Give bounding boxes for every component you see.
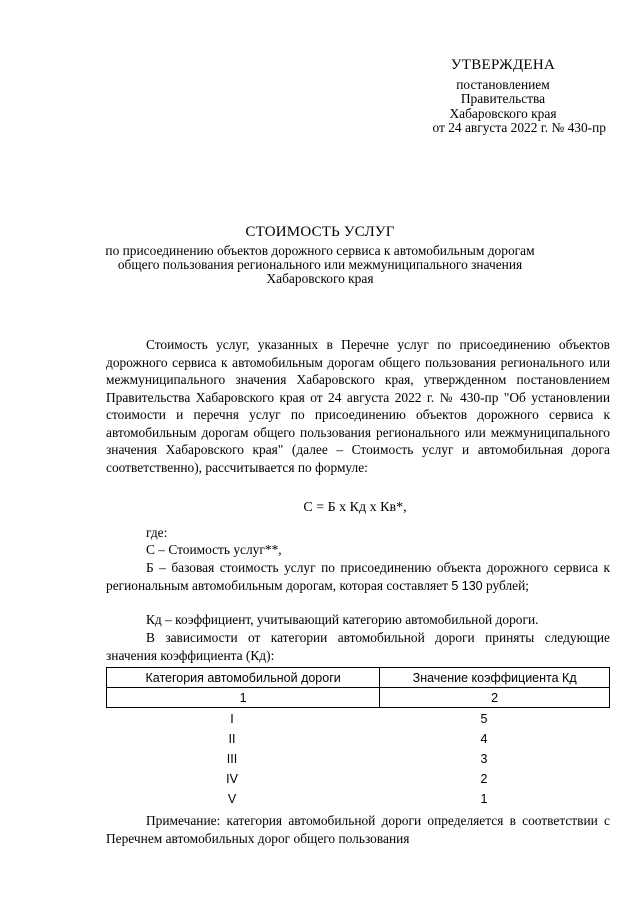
table-column-number: 2: [380, 688, 610, 708]
table-column-numbers-row: [107, 688, 610, 708]
where-label: где:: [146, 525, 168, 540]
table-row: [106, 729, 610, 749]
document-subtitle: [0, 244, 640, 286]
cost-formula: С = Б х Кд х Кв*,: [303, 500, 407, 515]
category-rows: [106, 709, 610, 809]
approval-line-3: Хабаровского края: [449, 105, 557, 121]
coefficient-intro: В зависимости от категории автомобильной дороги приняты следующие значения коэффициента (Кд):: [106, 630, 610, 663]
coefficient-table: [106, 667, 610, 708]
coefficient-value: 2: [480, 772, 488, 786]
table-header-category: Категория автомобильной дороги: [107, 668, 380, 688]
subtitle-line-3: Хабаровского края: [266, 271, 374, 286]
approval-line-1: постановлением: [456, 76, 550, 92]
table-header-row: [107, 668, 610, 688]
subtitle-line-2: общего пользования регионального или межмуниципального значения: [117, 257, 523, 272]
definition-b: [106, 559, 610, 595]
table-row: [106, 749, 610, 769]
table-row: [106, 769, 610, 789]
road-category: III: [226, 752, 238, 766]
definition-b-text: Б – базовая стоимость услуг по присоединению объекта дорожного сервиса к региональным автомобильным дорогам, которая составляет: [106, 560, 610, 593]
road-category: IV: [226, 772, 238, 786]
table-header-value: Значение коэффициента Кд: [380, 668, 610, 688]
approval-line-2: Правительства: [460, 91, 546, 106]
approval-block: [398, 58, 608, 136]
definition-c: С – Стоимость услуг**,: [146, 542, 282, 557]
main-paragraph: Стоимость услуг, указанных в Перечне услуг по присоединению объектов дорожного сервиса к автомобильным дорогам общего пользования регионального или межмуниципального значения Хабаровского края, утвержденном постановлением Правительства Хабаровского края от 24 августа 2022 г. № 430-пр "Об установлении стоимости и перечня услуг по присоединению объектов дорожного сервиса к автомобильным дорогам общего пользования регионального или межмуниципального значения Хабаровского края" (далее – Стоимость услуг и автомобильная дорога соответственно), рассчитывается по формуле:: [106, 337, 610, 475]
coefficient-value: 4: [480, 732, 488, 746]
table-row: [106, 789, 610, 809]
subtitle-line-1: по присоединению объектов дорожного сервиса к автомобильным дорогам: [105, 243, 535, 258]
table-column-number: 1: [107, 688, 380, 708]
note-paragraph: Примечание: категория автомобильной дороги определяется в соответствии с Перечнем автомобильных дорог общего пользования: [106, 813, 610, 846]
coefficient-value: 5: [480, 712, 488, 726]
approval-decree-date: от 24 августа 2022 г. № 430-пр: [432, 120, 606, 135]
definition-kd: Кд – коэффициент, учитывающий категорию автомобильной дороги.: [146, 612, 539, 627]
document-title: СТОИМОСТЬ УСЛУГ: [245, 224, 395, 240]
base-cost-amount: 5 130: [451, 578, 483, 593]
table-row: [106, 709, 610, 729]
base-cost-unit: рублей;: [485, 577, 530, 593]
road-category: I: [230, 712, 234, 726]
approved-title: УТВЕРЖДЕНА: [450, 57, 556, 73]
road-category: V: [227, 792, 237, 806]
road-category: II: [228, 732, 236, 746]
coefficient-value: 3: [480, 752, 488, 766]
coefficient-value: 1: [480, 792, 488, 806]
